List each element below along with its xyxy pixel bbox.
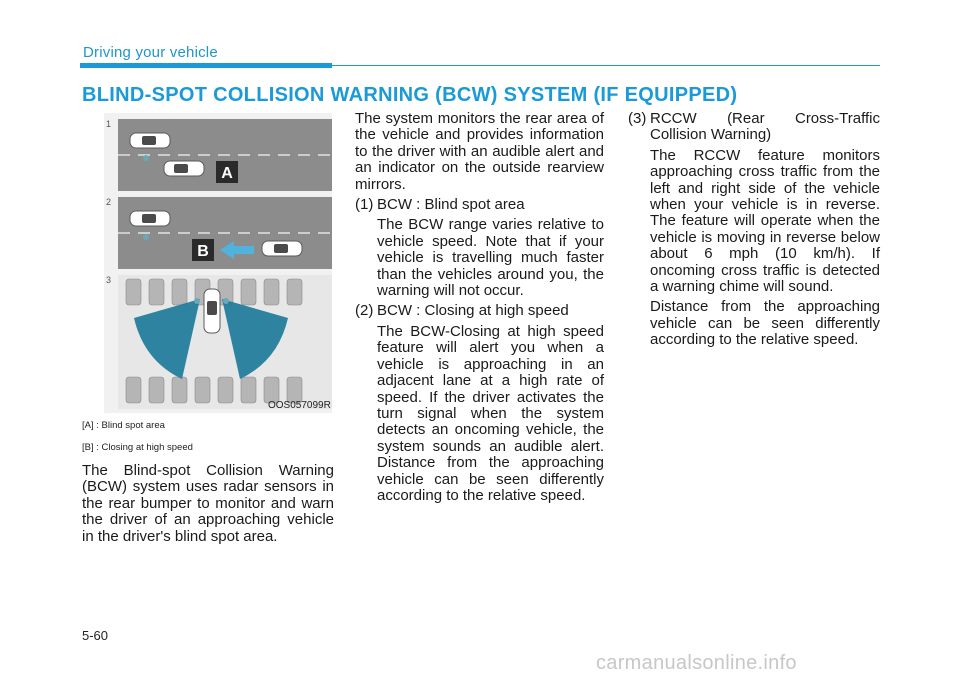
list-item-number: (1) <box>355 196 374 214</box>
page-title: BLIND-SPOT COLLISION WARNING (BCW) SYSTEM (IF EQUIPPED) <box>82 84 738 106</box>
figure-code: OOS057099R <box>268 400 331 411</box>
label-a: A <box>221 165 233 182</box>
list-item-number: (3) <box>628 110 647 127</box>
watermark: carmanualsonline.info <box>596 652 797 674</box>
list-item-heading <box>628 111 880 144</box>
list-item-title: BCW : Closing at high speed <box>377 302 569 320</box>
list-item-heading <box>355 303 604 319</box>
list-item-heading <box>355 197 604 213</box>
column-1 <box>82 463 334 545</box>
column-2 <box>355 111 604 504</box>
label-b: B <box>197 243 209 260</box>
car-icon <box>130 211 170 226</box>
bcw-diagram <box>104 113 332 413</box>
caption-b: [B] : Closing at high speed <box>82 442 193 453</box>
list-item-number: (2) <box>355 302 374 320</box>
bcw-illustration <box>104 113 332 413</box>
page-number: 5-60 <box>82 628 109 643</box>
car-icon <box>130 133 170 148</box>
panel-number-2: 2 <box>106 197 112 207</box>
intro-paragraph: The Blind-spot Collision Warning (BCW) system uses radar sensors in the rear bumper to monitor and warn the driver of an approaching vehicle in the driver's blind spot area. <box>82 462 334 545</box>
caption-a: [A] : Blind spot area <box>82 420 165 431</box>
panel-number-1: 1 <box>106 119 112 129</box>
list-item-title: BCW : Blind spot area <box>377 196 525 214</box>
section-header: Driving your vehicle <box>83 44 218 61</box>
car-icon <box>164 161 204 176</box>
car-icon <box>204 289 220 333</box>
list-item-body: The RCCW feature monitors approaching cross traffic from the left and right side of the vehicle when your vehicle is in reverse. The feature will operate when the vehicle is moving in reverse below about 6 mph (10 km/h). If oncoming cross traffic is detected a warning chime will sound. <box>650 146 880 296</box>
header-rule-thin <box>332 65 880 66</box>
system-description: The system monitors the rear area of the vehicle and provides information to the driver with an audible alert and an indicator on the outside rearview mirrors. <box>355 110 604 193</box>
header-rule-thick <box>80 63 332 68</box>
car-icon <box>262 241 302 256</box>
panel-number-3: 3 <box>106 275 112 285</box>
list-item-body: Distance from the approaching vehicle can be seen differently according to the relative speed. <box>650 298 880 349</box>
list-item-body: The BCW range varies relative to vehicle speed. Note that if your vehicle is travelling much faster than the vehicles around you, the warning will not occur. <box>377 216 604 300</box>
list-item-body: The BCW-Closing at high speed feature will alert you when a vehicle is approaching in an adjacent lane at a high rate of speed. If the driver activates the turn signal when the system detects an oncoming vehicle, the system sounds an audible alert. Distance from the approaching vehicle can be seen differently according to the relative speed. <box>377 322 604 504</box>
list-item-title: RCCW (Rear Cross-Traffic Collision Warning) <box>650 110 880 144</box>
column-3 <box>628 111 880 349</box>
